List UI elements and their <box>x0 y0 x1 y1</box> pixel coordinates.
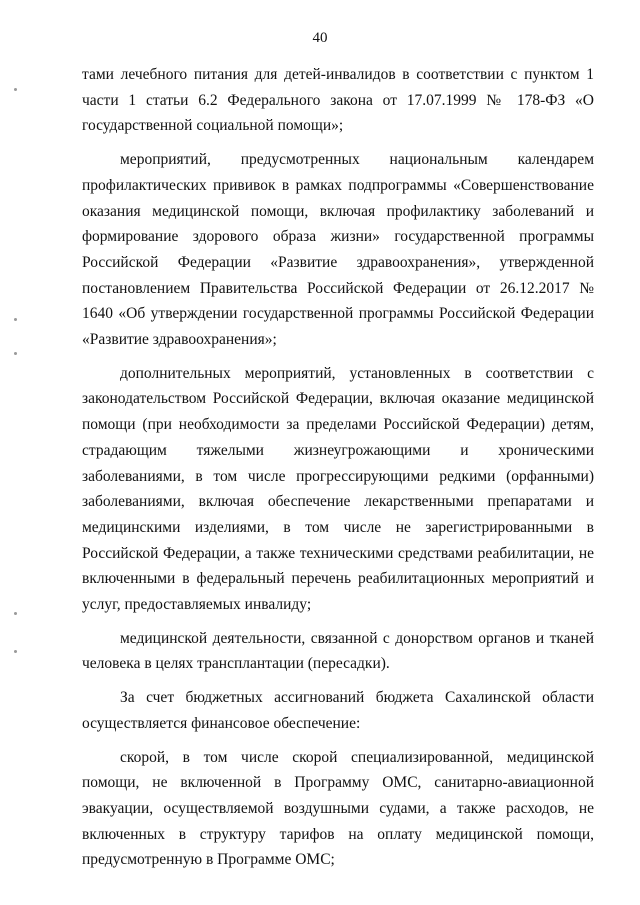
paragraph-emergency-care: скорой, в том числе скорой специализированной, медицинской помощи, не включенной в Программу ОМС, санитарно-авиационной эвакуации, осуществляемой воздушными судами, а также расходов, не включенных в структуру тарифов на оплату медицинской помощи, предусмотренную в Программе ОМС; <box>82 748 594 869</box>
paragraph-organ-donation: медицинской деятельности, связанной с донорством органов и тканей человека в целях трансплантации (пересадки). <box>82 629 594 673</box>
scan-artifact <box>14 318 17 321</box>
scan-artifact <box>14 352 17 355</box>
document-body <box>82 62 594 873</box>
paragraph-additional-measures: дополнительных мероприятий, установленных в соответствии с законодательством Российской Федерации, включая оказание медицинской помощи (при необходимости за пределами Российской Федерации) детям, страдающим тяжелыми жизнеугрожающими и хроническими заболеваниями, в том числе прогрессирующими редкими (орфанными) заболеваниями, включая обеспечение лекарственными препаратами и медицинскими изделиями, в том числе не зарегистрированными в Российской Федерации, а также техническими средствами реабилитации, не включенными в федеральный перечень реабилитационных мероприятий и услуг, предоставляемых инвалиду; <box>82 364 594 614</box>
paragraph-continuation: тами лечебного питания для детей-инвалидов в соответствии с пунктом 1 части 1 статьи 6.2 Федерального закона от 17.07.1999 № 178-ФЗ «О государственной социальной помощи»; <box>82 66 594 135</box>
scan-artifact <box>14 88 17 91</box>
scan-artifact <box>14 650 17 653</box>
paragraph-vaccination-calendar: мероприятий, предусмотренных национальным календарем профилактических прививок в рамках подпрограммы «Совершенствование оказания медицинской помощи, включая профилактику заболеваний и формирование здорового образа жизни» государственной программы Российской Федерации «Развитие здравоохранения», утвержденной постановлением Правительства Российской Федерации от 26.12.2017 № 1640 «Об утверждении государственной программы Российской Федерации «Развитие здравоохранения»; <box>82 151 594 349</box>
page-number: 40 <box>312 30 328 46</box>
paragraph-sakhalin-budget: За счет бюджетных ассигнований бюджета Сахалинской области осуществляется финансовое обеспечение: <box>82 689 594 732</box>
scan-artifact <box>14 612 17 615</box>
